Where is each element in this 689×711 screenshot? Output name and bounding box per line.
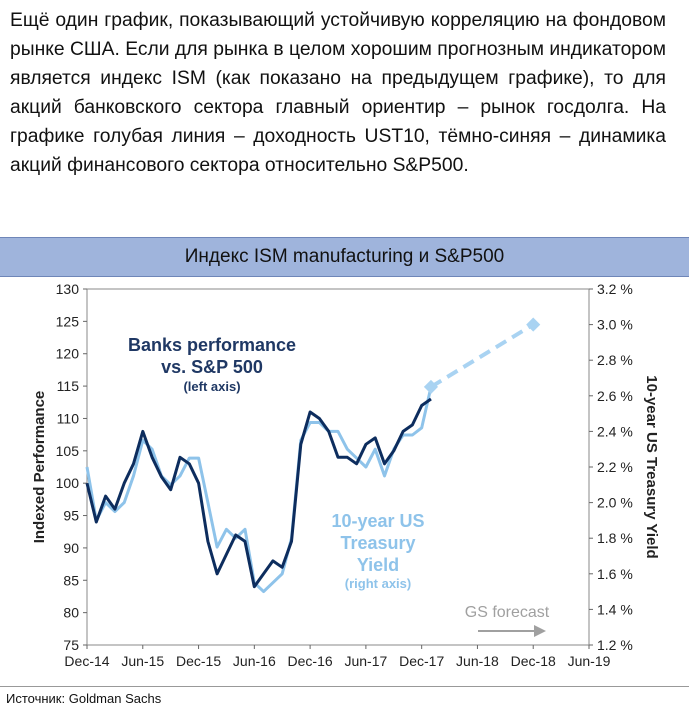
- y-tick-label: 80: [63, 604, 79, 621]
- x-tick-label: Dec-18: [510, 653, 556, 669]
- x-tick-label: Dec-14: [64, 653, 110, 669]
- y-tick-label: 115: [56, 378, 79, 395]
- forecast-label: GS forecast: [464, 604, 550, 621]
- y2-tick-label: 2.2 %: [597, 459, 633, 475]
- y2-tick-label: 1.8 %: [597, 530, 633, 547]
- y2-tick-label: 2.0 %: [597, 494, 633, 511]
- x-tick-label: Dec-17: [399, 653, 445, 669]
- y-tick-label: 100: [55, 475, 79, 492]
- x-tick-label: Jun-17: [344, 653, 388, 669]
- x-tick-label: Dec-15: [175, 653, 222, 669]
- y-tick-label: 85: [63, 572, 79, 589]
- y2-tick-label: 1.2 %: [597, 637, 633, 653]
- x-tick-label: Jun-19: [567, 653, 611, 669]
- treasury-annotation-title: Yield: [356, 555, 400, 575]
- x-tick-label: Jun-18: [456, 653, 499, 669]
- forecast-line: [431, 325, 533, 387]
- y-axis-label: Indexed Performance: [31, 390, 48, 544]
- y-tick-label: 95: [63, 507, 79, 524]
- treasury-annotation-subtitle: (right axis): [344, 576, 412, 591]
- forecast-arrowhead-icon: [534, 625, 546, 637]
- y2-tick-label: 2.4 %: [597, 423, 633, 440]
- y-tick-label: 130: [55, 281, 79, 297]
- y2-tick-label: 3.0 %: [597, 316, 633, 333]
- y-tick-label: 105: [55, 442, 79, 459]
- y2-tick-label: 2.6 %: [597, 387, 633, 404]
- y-tick-label: 125: [55, 313, 79, 330]
- chart-title-bar: Индекс ISM manufacturing и S&P500: [0, 237, 689, 277]
- chart-annotations: [128, 335, 550, 637]
- y-tick-label: 75: [63, 637, 79, 653]
- y2-axis-label: 10-year US Treasury Yield: [643, 375, 660, 559]
- chart-series: [87, 318, 540, 592]
- intro-paragraph: Ещё один график, показывающий устойчивую корреляцию на фондовом рынке США. Если для рынка в целом хорошим прогнозным индикатором является индекс ISM (как показано на предыдущем графике), то для акций банковского сектора главный ориентир – рынок госдолга. На графике голубая линия – доходность UST10, тёмно-синяя – динамика акций финансового сектора относительно S&P500.: [10, 10, 666, 176]
- y-tick-label: 90: [63, 539, 79, 556]
- divider: [0, 686, 689, 687]
- banks-annotation-title: Banks performance: [127, 335, 297, 355]
- y-tick-label: 110: [56, 410, 79, 427]
- x-tick-label: Jun-16: [232, 653, 276, 669]
- treasury-annotation-title: Treasury: [340, 533, 416, 553]
- chart-axes: [31, 281, 660, 669]
- source-note: Источник: Goldman Sachs: [6, 691, 162, 706]
- banks-annotation-subtitle: (left axis): [183, 379, 241, 394]
- y2-tick-label: 2.8 %: [597, 352, 633, 369]
- chart: [0, 278, 689, 682]
- forecast-point: [526, 318, 540, 332]
- treasury-annotation-title: 10-year US: [331, 511, 425, 531]
- banks-annotation-title: vs. S&P 500: [161, 357, 263, 377]
- y2-tick-label: 3.2 %: [597, 281, 633, 297]
- y2-tick-label: 1.6 %: [597, 565, 633, 582]
- y-tick-label: 120: [55, 345, 79, 362]
- x-tick-label: Jun-15: [121, 653, 165, 669]
- y2-tick-label: 1.4 %: [597, 601, 633, 618]
- x-tick-label: Dec-16: [287, 653, 333, 669]
